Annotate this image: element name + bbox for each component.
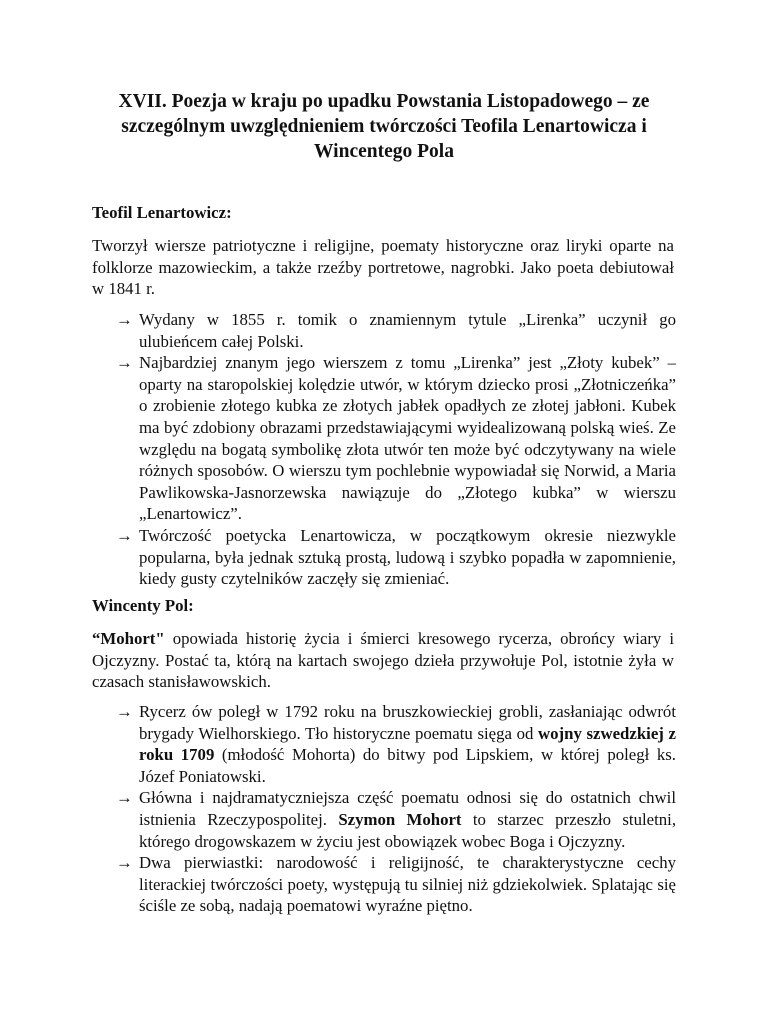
- mohort-title: “Mohort": [92, 629, 165, 648]
- arrow-icon: →: [116, 353, 133, 373]
- list-item: [92, 525, 676, 590]
- bold-phrase: wojny szwedzkiej z roku 1709: [139, 723, 676, 765]
- list-item: [92, 701, 676, 787]
- lenartowicz-intro: Tworzył wiersze patriotyczne i religijne, poematy historyczne oraz liryki oparte na folklorze mazowieckim, a także rzeźby portretowe, nagrobki. Jako poeta debiutował w 1841 r.: [92, 236, 674, 299]
- list-item: [92, 787, 676, 852]
- section-heading-lenartowicz: Teofil Lenartowicz:: [92, 203, 232, 222]
- list-item-text: Rycerz ów poległ w 1792 roku na bruszkowieckiej grobli, zasłaniając odwrót brygady Wielhorskiego. Tło historyczne poematu sięga od: [139, 702, 676, 743]
- arrow-icon: →: [116, 853, 133, 873]
- list-item-text: Dwa pierwiastki: narodowość i religijność, te charakterystyczne cechy literackiej twórczości poety, występują tu silniej niż gdziekolwiek. Splatając się ściśle ze sobą, nadają poematowi wyraźne piętno.: [139, 853, 676, 916]
- list-item-text: Wydany w 1855 r. tomik o znamiennym tytule „Lirenka” uczynił go ulubieńcem całej Polski.: [139, 310, 676, 351]
- section-heading-pol: Wincenty Pol:: [92, 596, 194, 615]
- list-item: [92, 352, 676, 525]
- arrow-icon: →: [116, 702, 133, 721]
- document-title: XVII. Poezja w kraju po upadku Powstania Listopadowego – ze szczególnym uwzględnieniem twórczości Teofila Lenartowicza i Wincentego Pola: [118, 91, 650, 162]
- list-item-text: Najbardziej znanym jego wierszem z tomu „Lirenka” jest „Złoty kubek” – oparty na staropolskiej kolędzie utwór, w którym dziecko prosi „Złotniczeńka” o zrobienie złotego kubka ze złotych jabłek opadłych ze złotej jabłoni. Kubek ma być zdobiony obrazami przedstawiającymi wyidealizowaną polską wieś. Ze względu na bogatą symbolikę złota utwór ten może być odczytywany na wiele różnych sposobów. O wierszu tym pochlebnie wypowiadał się Norwid, a Maria Pawlikowska-Jasnorzewska nawiązuje do „Złotego kubka” w wierszu „Lenartowicz”.: [139, 353, 676, 524]
- lenartowicz-bullet-list: [92, 309, 676, 590]
- list-item-text: Główna i najdramatyczniejsza część poematu odnosi się do ostatnich chwil istnienia Rzeczypospolitej.: [139, 788, 676, 829]
- arrow-icon: →: [116, 788, 133, 808]
- bold-phrase: Szymon Mohort: [338, 809, 462, 829]
- pol-intro: [92, 628, 674, 693]
- list-item-text: (młodość Mohorta) do bitwy pod Lipskiem, w której poległ ks. Józef Poniatowski.: [139, 745, 676, 786]
- list-item-text: Twórczość poetycka Lenartowicza, w początkowym okresie niezwykle popularna, była jednak sztuką prostą, ludową i szybko popadła w zapomnienie, kiedy gusty czytelników zaczęły się zmieniać.: [139, 525, 676, 589]
- pol-bullet-list: [92, 701, 676, 917]
- arrow-icon: →: [116, 310, 133, 329]
- list-item: [92, 852, 676, 917]
- arrow-icon: →: [116, 525, 133, 545]
- list-item-text: to starzec przeszło stuletni, którego drogowskazem w życiu jest obowiązek wobec Boga i Ojczyzny.: [139, 809, 677, 851]
- list-item: [92, 309, 676, 352]
- pol-intro-text: opowiada historię życia i śmierci kresowego rycerza, obrońcy wiary i Ojczyzny. Postać ta, którą na kartach swojego dzieła przywołuje Pol, istotnie żyła w czasach stanisławowskich.: [92, 629, 674, 692]
